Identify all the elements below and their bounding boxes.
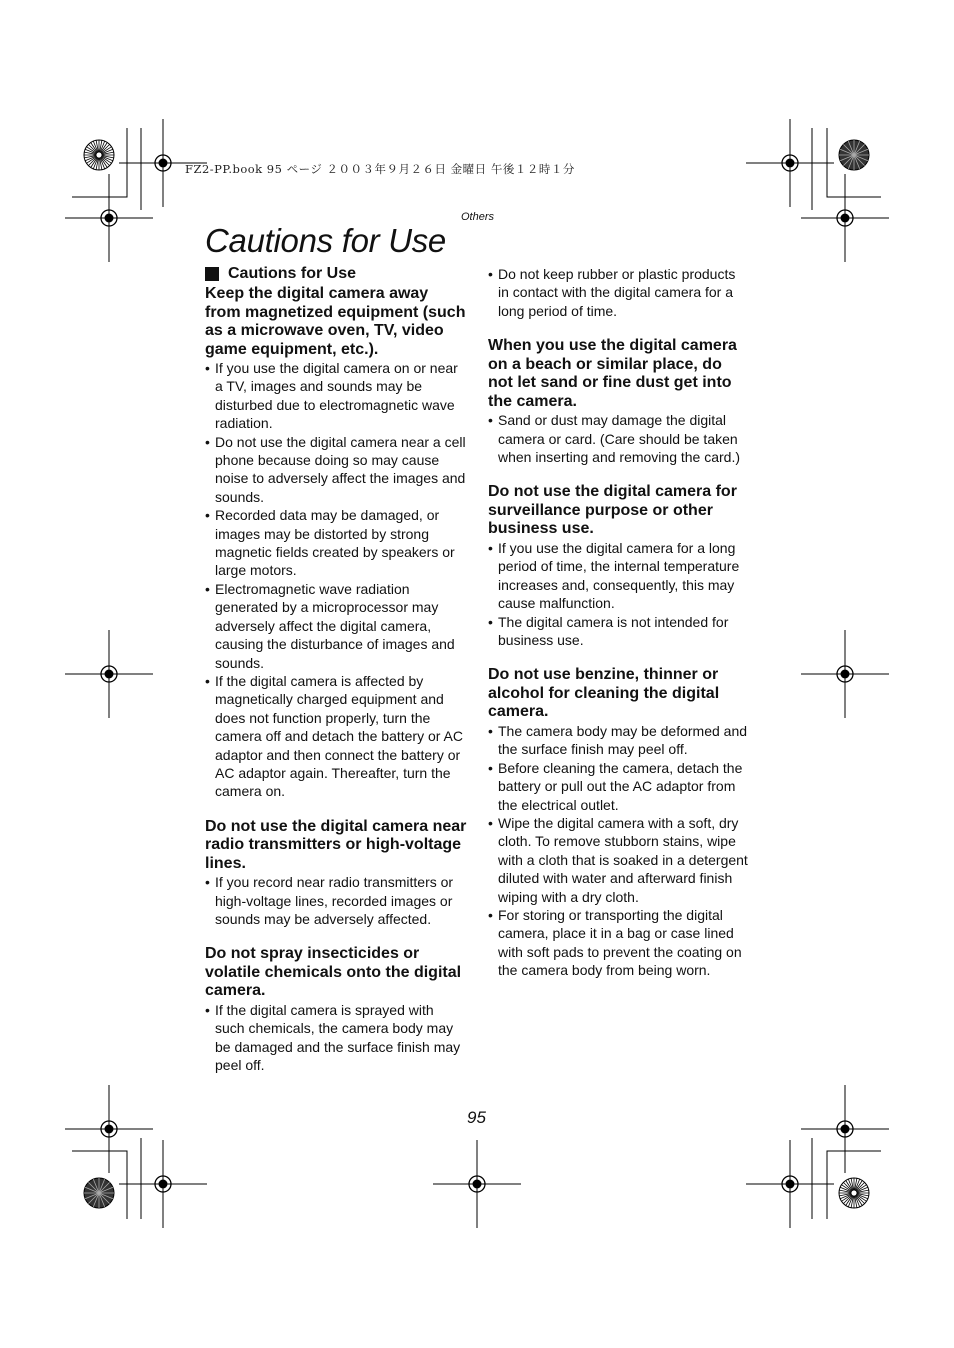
list-item: • Before cleaning the camera, detach the battery or pull out the AC adaptor from the electrical outlet.	[488, 759, 750, 814]
caution-block	[205, 945, 467, 1074]
crosshair-mark	[746, 1140, 834, 1228]
caution-list	[488, 722, 750, 980]
list-item: • Sand or dust may damage the digital camera or card. (Care should be taken when inserting and removing the card.)	[488, 411, 750, 466]
caution-list	[205, 1001, 467, 1075]
square-bullet-icon	[205, 267, 219, 281]
crosshair-mark	[65, 174, 153, 262]
page-number: 95	[467, 1108, 486, 1127]
corner-bracket-bottom-right	[812, 1138, 881, 1219]
list-item: • If you record near radio transmitters or high-voltage lines, recorded images or sounds may be adversely affected.	[205, 873, 467, 928]
crosshair-mark	[65, 1085, 153, 1173]
caution-block	[488, 483, 750, 649]
list-item: • The digital camera is not intended for business use.	[488, 613, 750, 650]
caution-block	[488, 666, 750, 979]
section-heading	[205, 265, 467, 283]
caution-heading: When you use the digital camera on a beach or similar place, do not let sand or fine dust get into the camera.	[488, 337, 737, 410]
list-item: • Wipe the digital camera with a soft, dry cloth. To remove stubborn stains, wipe with a cloth that is soaked in a detergent diluted with water and afterward finish wiping with a dry cloth.	[488, 814, 750, 906]
caution-list	[205, 359, 467, 801]
page-title: Cautions for Use	[205, 222, 446, 259]
list-item: • Do not keep rubber or plastic products in contact with the digital camera for a long period of time.	[488, 265, 750, 320]
section-heading-text: Cautions for Use	[228, 265, 357, 282]
starburst-mark-top-left	[84, 140, 114, 170]
list-item: • Do not use the digital camera near a cell phone because doing so may cause noise to adversely affect the images and sounds.	[205, 433, 467, 507]
left-column	[205, 265, 467, 1075]
caution-block	[205, 818, 467, 929]
starburst-mark-top-right	[839, 140, 869, 170]
starburst-mark-bottom-right	[839, 1178, 869, 1208]
caution-list	[488, 265, 750, 320]
list-item: • The camera body may be deformed and the surface finish may peel off.	[488, 722, 750, 759]
list-item: • For storing or transporting the digital camera, place it in a bag or case lined with soft pads to prevent the coating on the camera body from being worn.	[488, 906, 750, 980]
crosshair-mark	[801, 1085, 889, 1173]
right-column	[488, 265, 750, 980]
corner-bracket-top-right	[812, 128, 881, 210]
crosshair-mark	[746, 119, 834, 207]
section-label: Others	[461, 211, 495, 223]
caution-block	[205, 285, 467, 801]
list-item: • If the digital camera is sprayed with such chemicals, the camera body may be damaged and the surface finish may peel off.	[205, 1001, 467, 1075]
caution-heading: Do not use the digital camera near radio transmitters or high-voltage lines.	[205, 817, 467, 872]
caution-heading: Do not use benzine, thinner or alcohol for cleaning the digital camera.	[488, 666, 720, 721]
crosshair-mark	[433, 1140, 521, 1228]
starburst-mark-bottom-left	[84, 1178, 114, 1208]
corner-bracket-bottom-left	[72, 1138, 141, 1219]
caution-heading: Do not use the digital camera for surveillance purpose or other business use.	[488, 483, 737, 538]
corner-bracket-top-left	[72, 128, 141, 210]
list-item: • If the digital camera is affected by magnetically charged equipment and does not function properly, turn the camera off and detach the battery or AC adaptor and then connect the battery or AC adaptor again. Thereafter, turn the camera on.	[205, 672, 467, 801]
caution-heading: Keep the digital camera away from magnetized equipment (such as a microwave oven, TV, video game equipment, etc.).	[205, 285, 466, 358]
list-item: • If you use the digital camera on or near a TV, images and sounds may be disturbed due to electromagnetic wave radiation.	[205, 359, 467, 433]
crosshair-mark	[801, 630, 889, 718]
list-item: • Recorded data may be damaged, or images may be distorted by strong magnetic fields created by speakers or large motors.	[205, 506, 467, 580]
crosshair-mark	[801, 174, 889, 262]
caution-list	[488, 539, 750, 649]
list-item: • Electromagnetic wave radiation generated by a microprocessor may adversely affect the digital camera, causing the disturbance of images and sounds.	[205, 580, 467, 672]
caution-list	[488, 411, 750, 466]
crosshair-mark	[65, 630, 153, 718]
crosshair-mark	[119, 1140, 207, 1228]
caution-list	[205, 873, 467, 928]
caution-heading: Do not spray insecticides or volatile chemicals onto the digital camera.	[205, 945, 462, 1000]
caution-block	[488, 337, 750, 466]
list-item: • If you use the digital camera for a long period of time, the internal temperature increases and, consequently, this may cause malfunction.	[488, 539, 750, 613]
print-header: FZ2-PP.book 95 ページ ２００３年９月２６日 金曜日 午後１２時１分	[185, 162, 575, 176]
